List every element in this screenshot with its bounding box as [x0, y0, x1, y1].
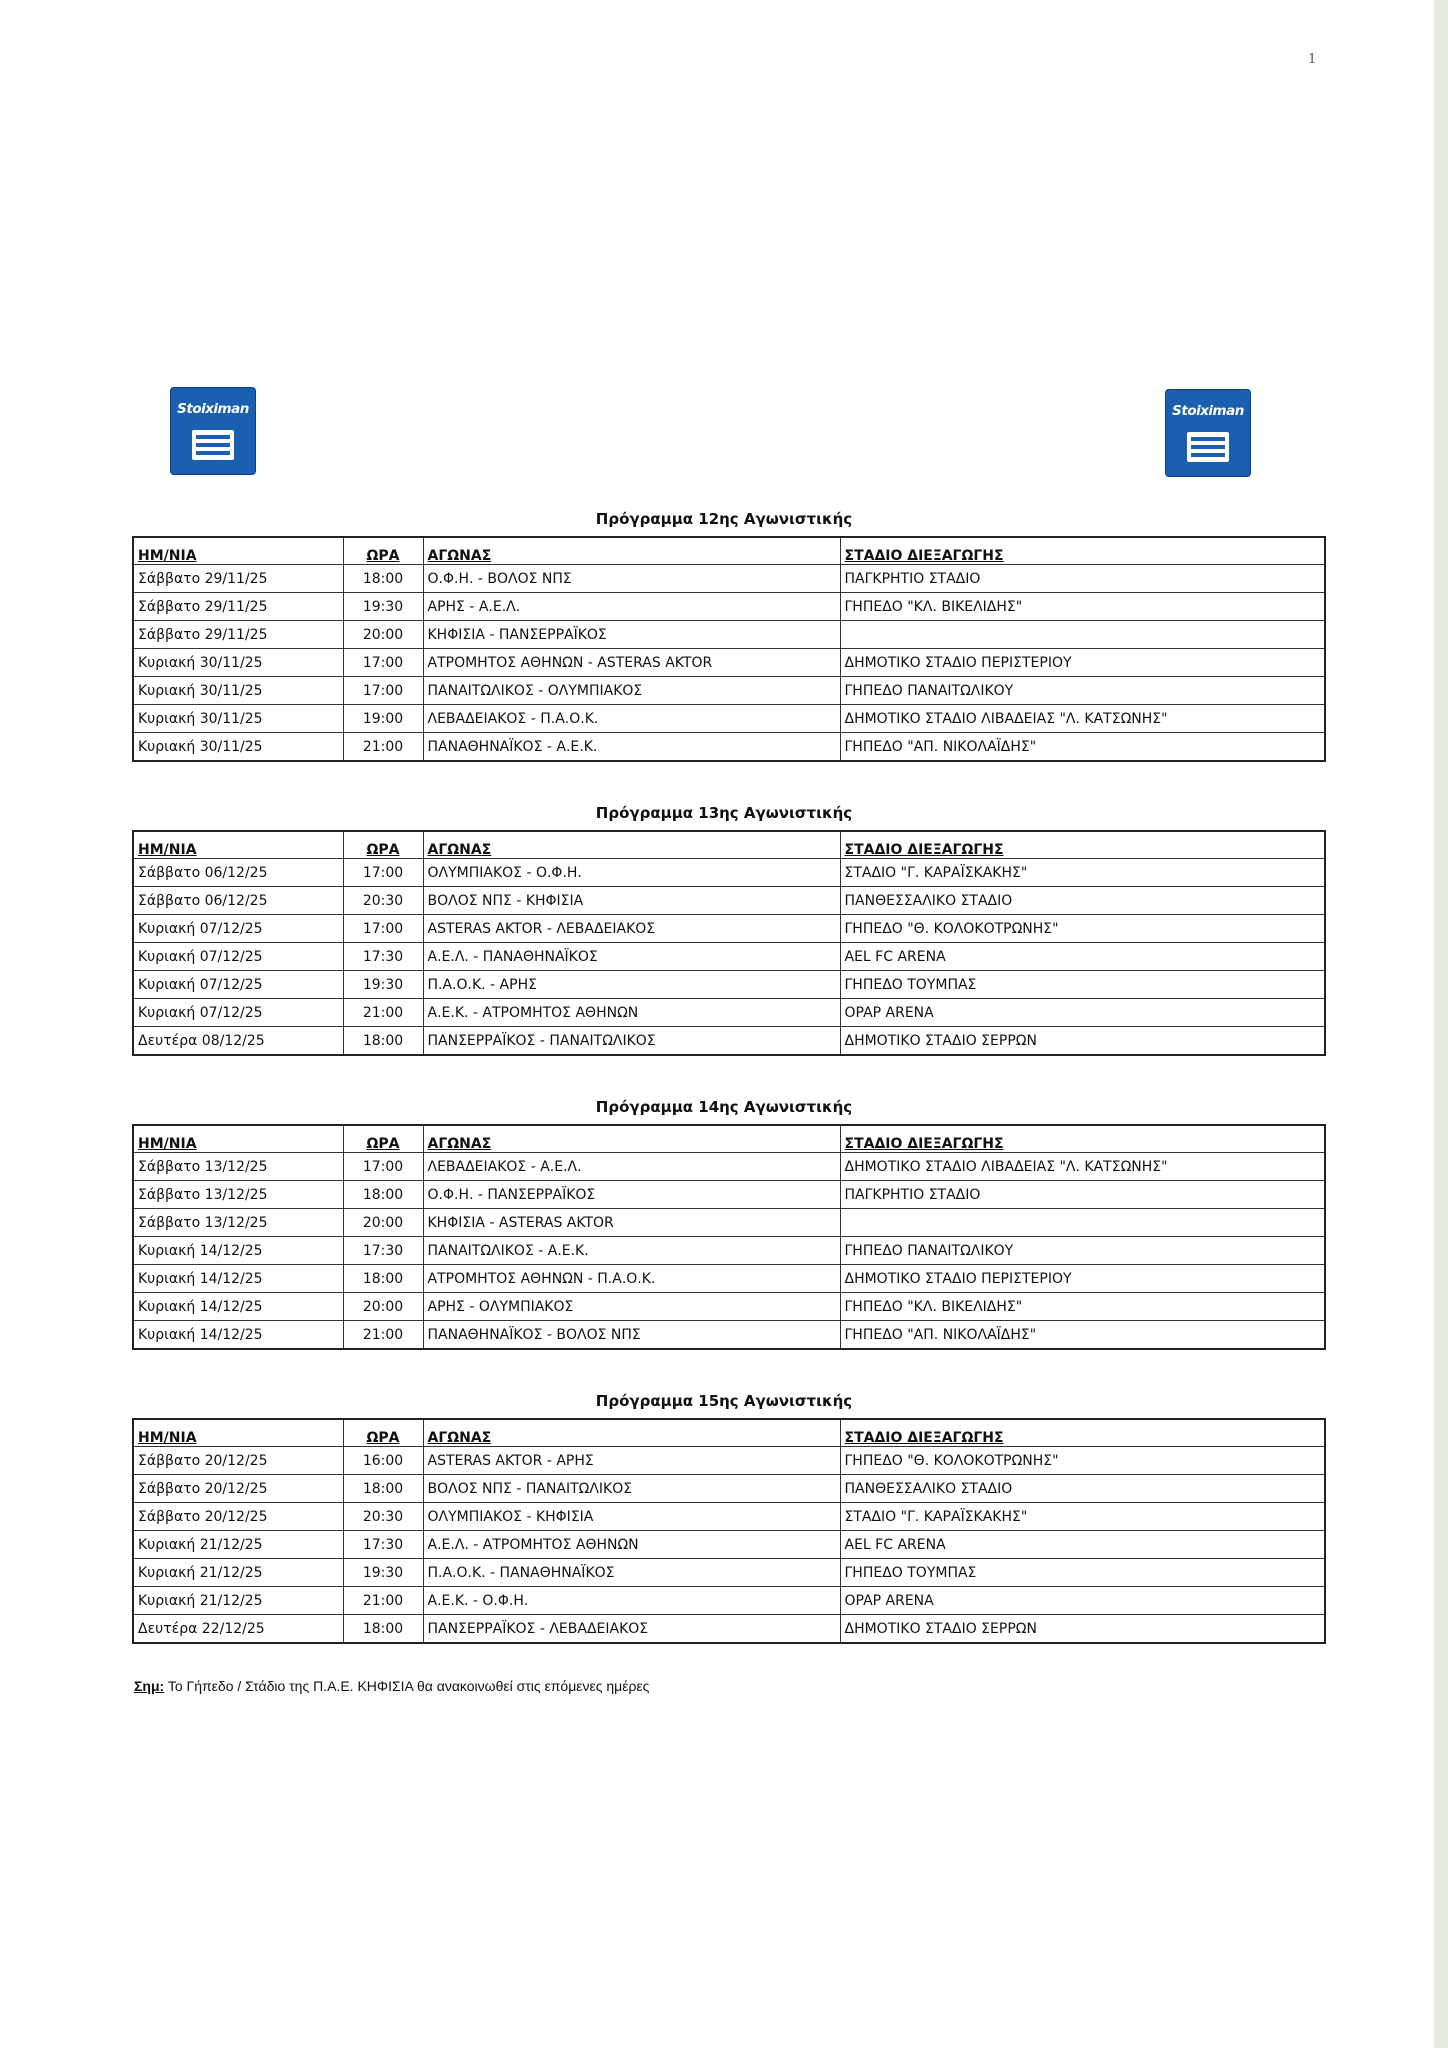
cell-time: 20:00: [343, 621, 423, 649]
header-venue: ΣΤΑΔΙΟ ΔΙΕΞΑΓΩΓΗΣ: [840, 1125, 1325, 1153]
schedule-title: Πρόγραμμα 12ης Αγωνιστικής: [595, 510, 853, 528]
cell-date: Κυριακή 14/12/25: [133, 1293, 343, 1321]
cell-time: 17:00: [343, 1153, 423, 1181]
table-row: [133, 1153, 1325, 1181]
cell-date: Σάββατο 13/12/25: [133, 1153, 343, 1181]
header-date: HM/NIA: [133, 831, 343, 859]
cell-time: 17:30: [343, 1237, 423, 1265]
schedule-table: [132, 1418, 1326, 1644]
cell-date: Σάββατο 20/12/25: [133, 1447, 343, 1475]
cell-date: Δευτέρα 08/12/25: [133, 1027, 343, 1056]
cell-date: Κυριακή 07/12/25: [133, 943, 343, 971]
cell-match: ΑΤΡΟΜΗΤΟΣ ΑΘΗΝΩΝ - Π.Α.Ο.Κ.: [423, 1265, 840, 1293]
cell-venue: ΓΗΠΕΔΟ "Θ. ΚΟΛΟΚΟΤΡΩΝΗΣ": [840, 1447, 1325, 1475]
cell-venue: ΓΗΠΕΔΟ "ΚΛ. ΒΙΚΕΛΙΔΗΣ": [840, 593, 1325, 621]
cell-venue: ΓΗΠΕΔΟ "ΚΛ. ΒΙΚΕΛΙΔΗΣ": [840, 1293, 1325, 1321]
cell-venue: ΠΑΝΘΕΣΣΑΛΙΚΟ ΣΤΑΔΙΟ: [840, 887, 1325, 915]
schedule-table: [132, 1124, 1326, 1350]
cell-match: Π.Α.Ο.Κ. - ΑΡΗΣ: [423, 971, 840, 999]
cell-date: Κυριακή 30/11/25: [133, 705, 343, 733]
cell-match: ΑΡΗΣ - ΟΛΥΜΠΙΑΚΟΣ: [423, 1293, 840, 1321]
stoiximan-logo-left: [171, 388, 255, 474]
cell-time: 17:30: [343, 1531, 423, 1559]
cell-time: 18:00: [343, 1265, 423, 1293]
cell-venue: ΔΗΜΟΤΙΚΟ ΣΤΑΔΙΟ ΠΕΡΙΣΤΕΡΙΟΥ: [840, 1265, 1325, 1293]
logo-brand-text: Stoiximan: [177, 401, 249, 417]
cell-match: ΛΕΒΑΔΕΙΑΚΟΣ - Π.Α.Ο.Κ.: [423, 705, 840, 733]
cell-match: Ο.Φ.Η. - ΠΑΝΣΕΡΡΑΪΚΟΣ: [423, 1181, 840, 1209]
cell-venue: ΓΗΠΕΔΟ ΤΟΥΜΠΑΣ: [840, 971, 1325, 999]
table-row: [133, 1587, 1325, 1615]
cell-time: 16:00: [343, 1447, 423, 1475]
cell-date: Κυριακή 21/12/25: [133, 1587, 343, 1615]
cell-match: ΚΗΦΙΣΙΑ - ΠΑΝΣΕΡΡΑΪΚΟΣ: [423, 621, 840, 649]
cell-date: Δευτέρα 22/12/25: [133, 1615, 343, 1644]
cell-match: ASTERAS AKTOR - ΑΡΗΣ: [423, 1447, 840, 1475]
footnote: [134, 1678, 649, 1694]
cell-time: 21:00: [343, 733, 423, 762]
table-row: [133, 1503, 1325, 1531]
stoiximan-logo-right: [1166, 390, 1250, 476]
cell-venue: ΓΗΠΕΔΟ ΤΟΥΜΠΑΣ: [840, 1559, 1325, 1587]
cell-date: Κυριακή 30/11/25: [133, 677, 343, 705]
cell-venue: ΓΗΠΕΔΟ "ΑΠ. ΝΙΚΟΛΑΪΔΗΣ": [840, 733, 1325, 762]
cell-venue: ΔΗΜΟΤΙΚΟ ΣΤΑΔΙΟ ΣΕΡΡΩΝ: [840, 1615, 1325, 1644]
cell-venue: OPAP ARENA: [840, 1587, 1325, 1615]
cell-date: Κυριακή 30/11/25: [133, 649, 343, 677]
league-emblem-icon: [192, 430, 234, 460]
cell-match: ΠΑΝΑΘΗΝΑΪΚΟΣ - Α.Ε.Κ.: [423, 733, 840, 762]
table-row: [133, 677, 1325, 705]
schedule-table: [132, 536, 1326, 762]
table-row: [133, 1321, 1325, 1350]
cell-time: 18:00: [343, 565, 423, 593]
header-time: ΩΡΑ: [343, 1125, 423, 1153]
cell-match: Α.Ε.Λ. - ΠΑΝΑΘΗΝΑΪΚΟΣ: [423, 943, 840, 971]
header-date: HM/NIA: [133, 1419, 343, 1447]
cell-date: Σάββατο 06/12/25: [133, 859, 343, 887]
table-row: [133, 593, 1325, 621]
cell-date: Σάββατο 20/12/25: [133, 1475, 343, 1503]
footnote-text: Το Γήπεδο / Στάδιο της Π.Α.Ε. ΚΗΦΙΣΙΑ θα ανακοινωθεί στις επόμενες ημέρες: [164, 1678, 650, 1694]
cell-venue: ΔΗΜΟΤΙΚΟ ΣΤΑΔΙΟ ΠΕΡΙΣΤΕΡΙΟΥ: [840, 649, 1325, 677]
cell-match: Α.Ε.Κ. - ΑΤΡΟΜΗΤΟΣ ΑΘΗΝΩΝ: [423, 999, 840, 1027]
cell-date: Σάββατο 29/11/25: [133, 621, 343, 649]
schedule-table: [132, 830, 1326, 1056]
cell-time: 19:30: [343, 1559, 423, 1587]
league-emblem-icon: [1187, 432, 1229, 462]
table-row: [133, 621, 1325, 649]
table-header-row: [133, 537, 1325, 565]
table-header-row: [133, 1125, 1325, 1153]
cell-match: ΠΑΝΣΕΡΡΑΪΚΟΣ - ΠΑΝΑΙΤΩΛΙΚΟΣ: [423, 1027, 840, 1056]
table-row: [133, 1447, 1325, 1475]
cell-time: 20:00: [343, 1293, 423, 1321]
table-row: [133, 915, 1325, 943]
cell-venue: AEL FC ARENA: [840, 943, 1325, 971]
cell-date: Κυριακή 21/12/25: [133, 1531, 343, 1559]
table-row: [133, 1209, 1325, 1237]
table-row: [133, 971, 1325, 999]
header-match: ΑΓΩΝΑΣ: [423, 1125, 840, 1153]
cell-venue: ΓΗΠΕΔΟ "Θ. ΚΟΛΟΚΟΤΡΩΝΗΣ": [840, 915, 1325, 943]
table-row: [133, 705, 1325, 733]
header-date: HM/NIA: [133, 537, 343, 565]
table-row: [133, 1237, 1325, 1265]
cell-time: 20:30: [343, 887, 423, 915]
cell-time: 17:30: [343, 943, 423, 971]
cell-match: ΑΤΡΟΜΗΤΟΣ ΑΘΗΝΩΝ - ASTERAS AKTOR: [423, 649, 840, 677]
cell-time: 18:00: [343, 1615, 423, 1644]
cell-match: Ο.Φ.Η. - ΒΟΛΟΣ ΝΠΣ: [423, 565, 840, 593]
table-row: [133, 859, 1325, 887]
header-date: HM/NIA: [133, 1125, 343, 1153]
cell-venue: AEL FC ARENA: [840, 1531, 1325, 1559]
table-row: [133, 1293, 1325, 1321]
cell-date: Σάββατο 13/12/25: [133, 1181, 343, 1209]
header-time: ΩΡΑ: [343, 831, 423, 859]
cell-match: ΟΛΥΜΠΙΑΚΟΣ - ΚΗΦΙΣΙΑ: [423, 1503, 840, 1531]
cell-venue: ΓΗΠΕΔΟ ΠΑΝΑΙΤΩΛΙΚΟΥ: [840, 1237, 1325, 1265]
cell-venue: ΔΗΜΟΤΙΚΟ ΣΤΑΔΙΟ ΛΙΒΑΔΕΙΑΣ "Λ. ΚΑΤΣΩΝΗΣ": [840, 705, 1325, 733]
cell-venue: ΣΤΑΔΙΟ "Γ. ΚΑΡΑΪΣΚΑΚΗΣ": [840, 1503, 1325, 1531]
header-venue: ΣΤΑΔΙΟ ΔΙΕΞΑΓΩΓΗΣ: [840, 1419, 1325, 1447]
cell-venue: ΓΗΠΕΔΟ "ΑΠ. ΝΙΚΟΛΑΪΔΗΣ": [840, 1321, 1325, 1350]
cell-match: ASTERAS AKTOR - ΛΕΒΑΔΕΙΑΚΟΣ: [423, 915, 840, 943]
header-time: ΩΡΑ: [343, 537, 423, 565]
cell-date: Κυριακή 07/12/25: [133, 971, 343, 999]
cell-match: ΒΟΛΟΣ ΝΠΣ - ΠΑΝΑΙΤΩΛΙΚΟΣ: [423, 1475, 840, 1503]
header-match: ΑΓΩΝΑΣ: [423, 537, 840, 565]
table-row: [133, 943, 1325, 971]
cell-match: ΟΛΥΜΠΙΑΚΟΣ - Ο.Φ.Η.: [423, 859, 840, 887]
cell-time: 19:00: [343, 705, 423, 733]
header-venue: ΣΤΑΔΙΟ ΔΙΕΞΑΓΩΓΗΣ: [840, 831, 1325, 859]
cell-date: Σάββατο 29/11/25: [133, 593, 343, 621]
table-row: [133, 565, 1325, 593]
cell-time: 17:00: [343, 915, 423, 943]
cell-time: 17:00: [343, 677, 423, 705]
header-time: ΩΡΑ: [343, 1419, 423, 1447]
cell-venue: ΔΗΜΟΤΙΚΟ ΣΤΑΔΙΟ ΛΙΒΑΔΕΙΑΣ "Λ. ΚΑΤΣΩΝΗΣ": [840, 1153, 1325, 1181]
cell-date: Σάββατο 06/12/25: [133, 887, 343, 915]
cell-match: ΚΗΦΙΣΙΑ - ASTERAS AKTOR: [423, 1209, 840, 1237]
cell-time: 21:00: [343, 1587, 423, 1615]
table-row: [133, 649, 1325, 677]
cell-match: ΠΑΝΑΙΤΩΛΙΚΟΣ - Α.Ε.Κ.: [423, 1237, 840, 1265]
table-row: [133, 1475, 1325, 1503]
cell-match: Α.Ε.Λ. - ΑΤΡΟΜΗΤΟΣ ΑΘΗΝΩΝ: [423, 1531, 840, 1559]
cell-venue: ΓΗΠΕΔΟ ΠΑΝΑΙΤΩΛΙΚΟΥ: [840, 677, 1325, 705]
table-row: [133, 1265, 1325, 1293]
header-venue: ΣΤΑΔΙΟ ΔΙΕΞΑΓΩΓΗΣ: [840, 537, 1325, 565]
table-row: [133, 999, 1325, 1027]
cell-time: 19:30: [343, 971, 423, 999]
cell-venue: ΣΤΑΔΙΟ "Γ. ΚΑΡΑΪΣΚΑΚΗΣ": [840, 859, 1325, 887]
logo-brand-text: Stoiximan: [1172, 403, 1244, 419]
cell-venue: [840, 1209, 1325, 1237]
header-match: ΑΓΩΝΑΣ: [423, 1419, 840, 1447]
table-header-row: [133, 831, 1325, 859]
page-edge: [1434, 0, 1448, 2048]
cell-date: Κυριακή 14/12/25: [133, 1237, 343, 1265]
cell-match: Α.Ε.Κ. - Ο.Φ.Η.: [423, 1587, 840, 1615]
footnote-label: Σημ:: [134, 1678, 165, 1694]
cell-match: ΛΕΒΑΔΕΙΑΚΟΣ - Α.Ε.Λ.: [423, 1153, 840, 1181]
cell-date: Κυριακή 30/11/25: [133, 733, 343, 762]
cell-date: Κυριακή 07/12/25: [133, 915, 343, 943]
table-row: [133, 733, 1325, 762]
cell-date: Κυριακή 21/12/25: [133, 1559, 343, 1587]
cell-venue: [840, 621, 1325, 649]
cell-time: 17:00: [343, 649, 423, 677]
schedule-title: Πρόγραμμα 15ης Αγωνιστικής: [595, 1392, 853, 1410]
cell-date: Σάββατο 13/12/25: [133, 1209, 343, 1237]
cell-match: Π.Α.Ο.Κ. - ΠΑΝΑΘΗΝΑΪΚΟΣ: [423, 1559, 840, 1587]
cell-date: Κυριακή 07/12/25: [133, 999, 343, 1027]
cell-date: Κυριακή 14/12/25: [133, 1321, 343, 1350]
cell-date: Κυριακή 14/12/25: [133, 1265, 343, 1293]
cell-time: 21:00: [343, 1321, 423, 1350]
cell-time: 21:00: [343, 999, 423, 1027]
page-number: 1: [1308, 52, 1317, 67]
cell-time: 17:00: [343, 859, 423, 887]
schedule-title: Πρόγραμμα 13ης Αγωνιστικής: [595, 804, 853, 822]
cell-match: ΠΑΝΑΙΤΩΛΙΚΟΣ - ΟΛΥΜΠΙΑΚΟΣ: [423, 677, 840, 705]
table-row: [133, 887, 1325, 915]
table-header-row: [133, 1419, 1325, 1447]
cell-match: ΑΡΗΣ - Α.Ε.Λ.: [423, 593, 840, 621]
cell-time: 18:00: [343, 1181, 423, 1209]
cell-match: ΒΟΛΟΣ ΝΠΣ - ΚΗΦΙΣΙΑ: [423, 887, 840, 915]
cell-venue: OPAP ARENA: [840, 999, 1325, 1027]
cell-date: Σάββατο 29/11/25: [133, 565, 343, 593]
cell-date: Σάββατο 20/12/25: [133, 1503, 343, 1531]
table-row: [133, 1531, 1325, 1559]
cell-time: 20:30: [343, 1503, 423, 1531]
table-row: [133, 1559, 1325, 1587]
schedule-title: Πρόγραμμα 14ης Αγωνιστικής: [595, 1098, 853, 1116]
cell-venue: ΠΑΓΚΡΗΤΙΟ ΣΤΑΔΙΟ: [840, 1181, 1325, 1209]
table-row: [133, 1615, 1325, 1644]
cell-match: ΠΑΝΑΘΗΝΑΪΚΟΣ - ΒΟΛΟΣ ΝΠΣ: [423, 1321, 840, 1350]
cell-time: 19:30: [343, 593, 423, 621]
cell-time: 18:00: [343, 1027, 423, 1056]
header-match: ΑΓΩΝΑΣ: [423, 831, 840, 859]
cell-venue: ΠΑΝΘΕΣΣΑΛΙΚΟ ΣΤΑΔΙΟ: [840, 1475, 1325, 1503]
cell-match: ΠΑΝΣΕΡΡΑΪΚΟΣ - ΛΕΒΑΔΕΙΑΚΟΣ: [423, 1615, 840, 1644]
cell-venue: ΠΑΓΚΡΗΤΙΟ ΣΤΑΔΙΟ: [840, 565, 1325, 593]
table-row: [133, 1181, 1325, 1209]
cell-venue: ΔΗΜΟΤΙΚΟ ΣΤΑΔΙΟ ΣΕΡΡΩΝ: [840, 1027, 1325, 1056]
cell-time: 18:00: [343, 1475, 423, 1503]
cell-time: 20:00: [343, 1209, 423, 1237]
table-row: [133, 1027, 1325, 1056]
